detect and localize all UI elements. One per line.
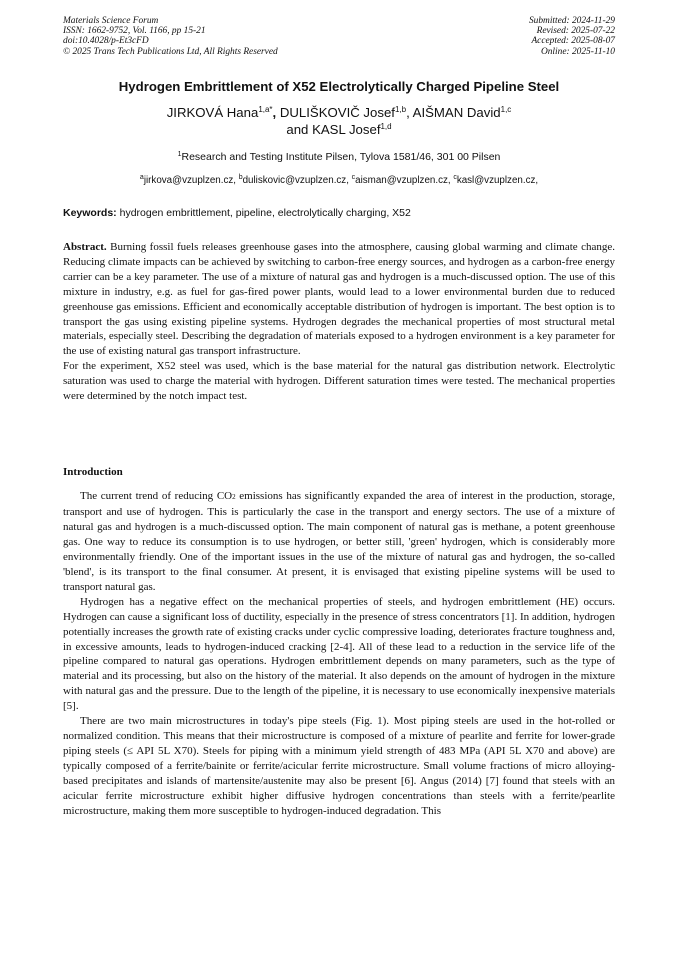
online-date: Online: 2025-11-10: [540, 46, 615, 57]
abstract-paragraph: For the experiment, X52 steel was used, which is the base material for the natural gas distribution network. Electrolytic saturation was used to charge the material with hydrogen. Different saturation times were tested. The mechanical properties were determined by the notch impact test.: [63, 360, 615, 403]
keywords-label: Keywords:: [63, 207, 117, 219]
affiliation: [40, 151, 638, 163]
submission-dates: [529, 16, 615, 57]
author-name: JIRKOVÁ Hana: [166, 105, 259, 120]
affiliation-sup: 1: [177, 151, 182, 158]
email-link[interactable]: aisman@vzuplzen.cz,: [355, 175, 454, 186]
submitted-date: Submitted: 2024-11-29: [528, 16, 615, 26]
revised-date: Revised: 2025-07-22: [536, 26, 615, 37]
subscript: 2: [232, 493, 236, 501]
author-sup: 1,c: [500, 105, 512, 114]
introduction-body: [63, 489, 615, 819]
body-text: emissions has significantly expanded the area of interest in the production, storage, transport and use of hydrogen. This is particularly the case in the transport and energy sectors. The use of a mixture of natural gas and hydrogen is a much-discussed option. The main component of natural gas is methane, a potent greenhouse gas. One way to reduce its consumption is to use hydrogen, or better still, 'green' hydrogen, which is considerably more environmentally friendly. One of the important issues in the use of the mixture of natural gas and hydrogen, the so-called 'blend', is its transport to the final consumer. At present, it is envisaged that existing pipeline systems will be used to transport natural gas.: [63, 490, 615, 593]
email-sup: b: [238, 174, 243, 181]
author-separator: ,: [272, 105, 280, 120]
abstract-text: Burning fossil fuels releases greenhouse gases into the atmosphere, causing global warming and climate change. Reducing climate impacts can be achieved by switching to carbon-free energy sources, and hydrogen as a carbon-free energy carrier can be a key parameter. The use of a mixture of natural gas and hydrogen is a much-discussed option. The use of this mixture in industry, e.g. as fuel for gas-fired power plants, would lead to a lower environmental burden due to reduced greenhouse gas emissions. Efficient and economically acceptable distribution of hydrogen is important. The best option is to transport the gas using existing pipeline systems. Hydrogen degrades the mechanical properties of most structural metal materials, especially steel. Describing the degradation of materials exposed to a hydrogen environment is a key parameter for the use of existing natural gas transport infrastructure.: [63, 241, 615, 358]
abstract: [63, 240, 615, 404]
author-separator: ,: [406, 105, 413, 120]
email-link[interactable]: kasl@vzuplzen.cz,: [456, 175, 539, 186]
author-line-2: [40, 121, 638, 138]
author-sup: 1,b: [394, 105, 407, 114]
email-list: [40, 175, 638, 186]
author-name: KASL Josef: [312, 122, 381, 137]
issn-line: ISSN: 1662-9752, Vol. 1166, pp 15-21: [63, 26, 206, 37]
affiliation-text: Research and Testing Institute Pilsen, Tylova 1581/46, 301 00 Pilsen: [181, 151, 501, 163]
author-sup: 1,a*: [258, 105, 273, 114]
paper-title: Hydrogen Embrittlement of X52 Electrolytically Charged Pipeline Steel: [118, 79, 560, 94]
author-sup: 1,d: [380, 122, 392, 131]
author-and: and: [286, 122, 313, 137]
body-text: The current trend of reducing CO: [80, 490, 233, 502]
email-sup: c: [351, 174, 356, 181]
section-heading: Introduction: [63, 466, 123, 478]
accepted-date: Accepted: 2025-08-07: [531, 36, 615, 47]
email-link[interactable]: duliskovic@vzuplzen.cz,: [242, 175, 352, 186]
abstract-label: Abstract.: [63, 241, 107, 253]
email-sup: c: [453, 174, 457, 181]
email-sup: a: [139, 174, 144, 181]
author-name: AIŠMAN David: [412, 105, 501, 120]
body-paragraph: [63, 489, 615, 595]
keywords: [63, 207, 615, 219]
body-paragraph: Hydrogen has a negative effect on the mechanical properties of steels, and hydrogen embrittlement (HE) occurs. Hydrogen can cause a significant loss of ductility, especially in the presence of stress concentrators [1]. In addition, hydrogen potentially increases the growth rate of existing cracks under cyclic compressive loading, deteriorates fracture toughness and, in excessive amounts, leads to hydrogen-induced cracking [2-4]. All of these lead to a reduction in the service life of the pipeline compared to natural gas operations. Hydrogen embrittlement depends on many parameters, such as the type of material and its processing, but also on the history of the material. It also depends on the amount of hydrogen in the mixture with natural gas and the pressure. Due to the length of the pipeline, it is necessary to use economically inexpensive materials [5].: [63, 595, 615, 713]
journal-info: [63, 16, 278, 57]
author-line-1: [40, 104, 638, 121]
doi-line: doi:10.4028/p-Et3cFD: [63, 36, 149, 47]
email-link[interactable]: jirkova@vzuplzen.cz,: [143, 175, 239, 186]
journal-name: Materials Science Forum: [63, 16, 159, 26]
keywords-text: hydrogen embrittlement, pipeline, electrolytically charging, X52: [116, 207, 411, 219]
body-paragraph: There are two main microstructures in today's pipe steels (Fig. 1). Most piping steels are used in the hot-rolled or normalized condition. This means that their microstructure is composed of a mixture of pearlite and ferrite for lower-grade piping steels (≤ API 5L X70). Steels for piping with a minimum yield strength of 483 MPa (API 5L X70 and above) are typically composed of a ferrite/bainite or ferrite/acicular ferrite microstructure. Small volume fractions of micro alloying-based precipitates and islands of martensite/austenite may also be present [6]. Angus (2014) [7] found that steels with an acicular ferrite microstructure exhibit higher diffusive hydrogen concentrations than steels with a ferrite/pearlite microstructure, making them more susceptible to hydrogen-induced degradation. This: [63, 715, 615, 818]
abstract-paragraph: [63, 240, 615, 359]
author-name: DULIŠKOVIČ Josef: [279, 105, 395, 120]
author-list: [40, 104, 638, 138]
copyright-line: © 2025 Trans Tech Publications Ltd, All Rights Reserved: [63, 46, 278, 57]
